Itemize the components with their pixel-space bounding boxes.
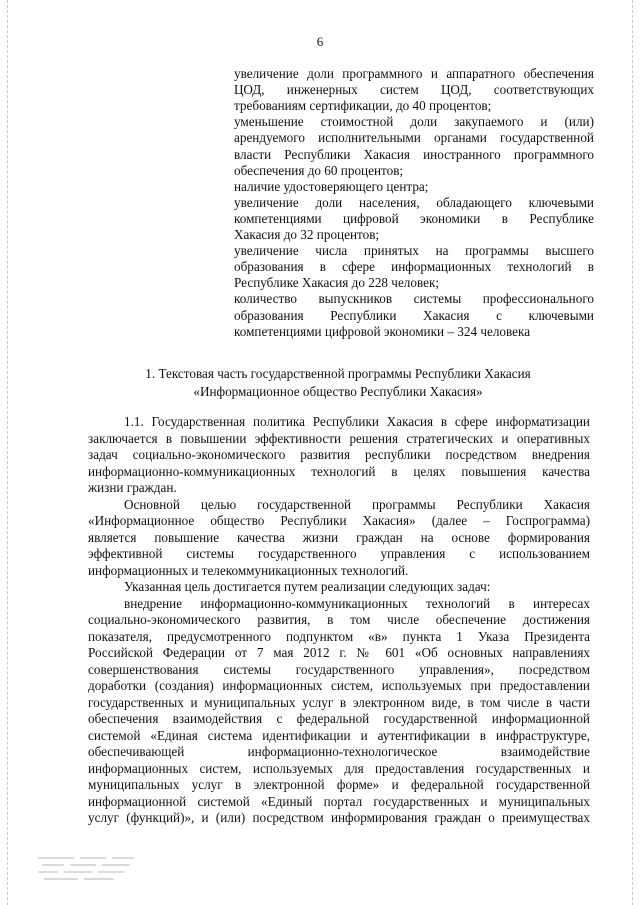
body-line: доработки (создания) информационных систем, используемых при предоставлении <box>88 678 590 693</box>
body-line: государственных и муниципальных услуг в электронном виде, в том числе в части <box>88 694 590 710</box>
body-line: обеспечивающей информационно-технологическое взаимодействие <box>88 744 590 759</box>
body-line: информационных систем, используемых для предоставления государственных и <box>88 760 590 776</box>
body-line: муниципальных услуг в электронной форме» и федеральной государственной <box>88 777 590 792</box>
body-line: жизни граждан. <box>88 480 177 495</box>
body-line: информационной системой «Единый портал государственных и муниципальных <box>88 793 590 809</box>
target-line: компетенциями цифровой экономики в Республике <box>234 210 594 226</box>
body-line: Основной целью государственной программы Республики Хакасия <box>124 496 590 512</box>
section-heading-line: «Информационное общество Республики Хакасия» <box>193 384 483 399</box>
target-line: власти Республики Хакасия иностранного программного <box>234 146 594 162</box>
body-line: информационных и телекоммуникационных технологий. <box>88 562 409 578</box>
target-line: Республике Хакасия до 228 человек; <box>234 275 440 291</box>
body-line: информационно-коммуникационных технологий в целях повышения качества <box>88 463 590 479</box>
body-line: обеспечения взаимодействия с федеральной государственной информационной <box>88 711 590 726</box>
body-line: заключается в повышении эффективности решения стратегических и оперативных <box>88 430 590 446</box>
target-line: арендуемого исполнительными органами государственной <box>234 130 594 146</box>
body-line: Указанная цель достигается путем реализации следующих задач: <box>124 579 491 594</box>
target-line: увеличение числа принятых на программы высшего <box>234 243 594 259</box>
body-line: является повышение качества жизни граждан на основе формирования <box>88 529 590 545</box>
target-line: образования в сфере информационных технологий в <box>234 259 594 275</box>
section-heading-line: 1. Текстовая часть государственной программы Республики Хакасия <box>145 366 531 381</box>
target-line: обеспечения до 60 процентов; <box>234 162 404 178</box>
body-line: 1.1. Государственная политика Республики Хакасия в сфере информатизации <box>124 414 590 429</box>
target-line: увеличение доли населения, обладающего ключевыми <box>234 194 594 210</box>
page-number: 6 <box>316 34 324 49</box>
stamp-mark <box>34 852 140 886</box>
target-line: Хакасия до 32 процентов; <box>234 227 380 242</box>
target-line: ЦОД, инженерных систем ЦОД, соответствующих <box>234 82 594 98</box>
left-scan-edge <box>7 0 8 905</box>
target-line: наличие удостоверяющего центра; <box>234 178 429 194</box>
target-line: уменьшение стоимостной доли закупаемого и (или) <box>234 114 594 130</box>
body-line: внедрение информационно-коммуникационных технологий в интересах <box>124 595 590 611</box>
body-line: услуг (функций)», и (или) посредством информирования граждан о преимуществах <box>88 810 590 825</box>
right-scan-edge <box>632 0 633 905</box>
target-line: требованиям сертификации, до 40 процентов; <box>234 98 492 114</box>
body-line: задач социально-экономического развития республики посредством внедрения <box>88 447 590 462</box>
body-line: совершенствования системы государственного управления», посредством <box>88 661 590 677</box>
body-line: показателя, предусмотренного подпунктом «в» пункта 1 Указа Президента <box>88 628 590 644</box>
body-line: эффективной системы государственного управления с использованием <box>88 546 590 561</box>
body-line: социально-экономического развития, в том числе обеспечение достижения <box>88 612 590 627</box>
target-line: увеличение доли программного и аппаратного обеспечения <box>234 66 594 81</box>
target-line: образования Республики Хакасия с ключевыми <box>234 307 594 323</box>
body-line: системой «Единая система идентификации и аутентификации в инфраструктуре, <box>88 727 590 743</box>
body-line: Российской Федерации от 7 мая 2012 г. № 601 «Об основных направлениях <box>88 645 590 660</box>
body-line: «Информационное общество Республики Хакасия» (далее – Госпрограмма) <box>88 513 590 528</box>
target-line: количество выпускников системы профессионального <box>234 291 594 307</box>
target-line: компетенциями цифровой экономики – 324 человека <box>234 323 531 339</box>
